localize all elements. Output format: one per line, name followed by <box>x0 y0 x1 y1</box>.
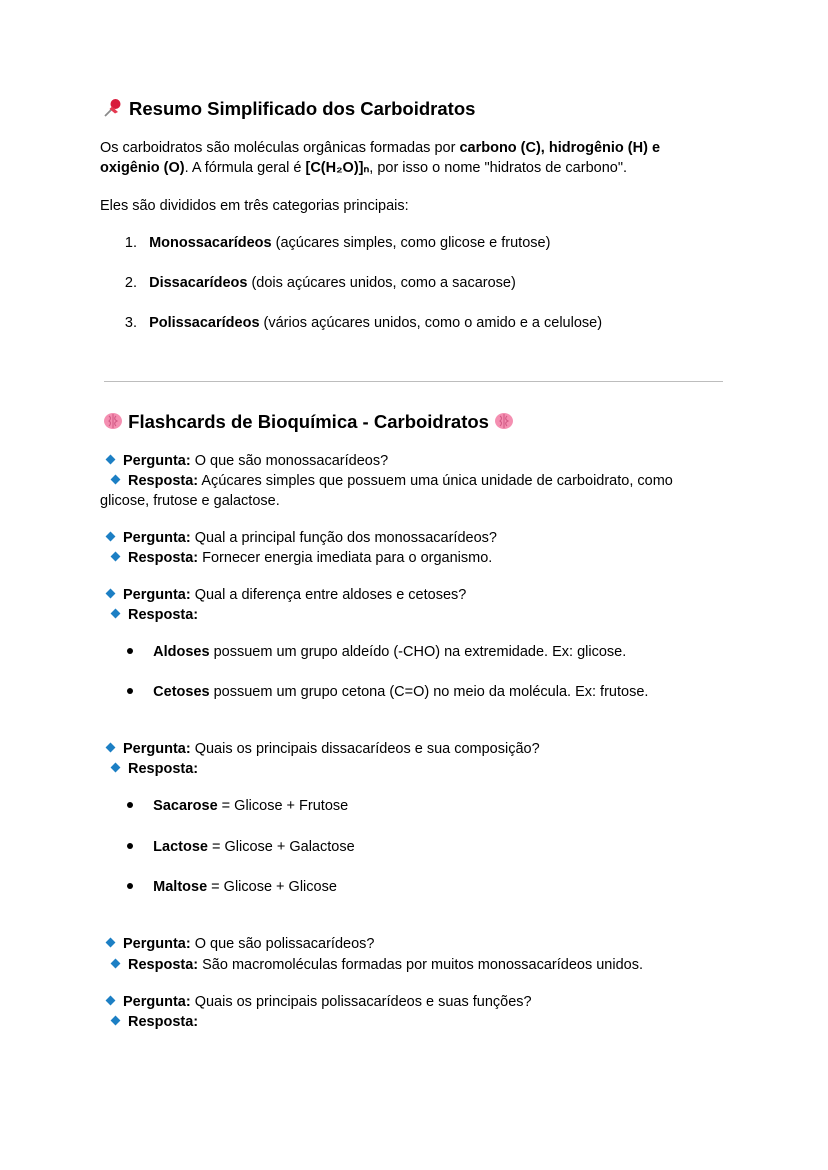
flashcards-title: Flashcards de Bioquímica - Carboidratos <box>128 411 489 432</box>
blue-diamond-icon <box>111 959 121 969</box>
category-item: 1. Monossacarídeos (açúcares simples, como glicose e frutose) <box>124 235 551 251</box>
blue-diamond-icon <box>106 743 116 753</box>
blue-diamond-icon <box>106 996 116 1006</box>
bullet-dot-icon <box>127 688 133 694</box>
category-item: 3. Polissacarídeos (vários açúcares unidos, como o amido e a celulose) <box>124 315 603 331</box>
brain-icon <box>103 411 123 431</box>
answer-bullet-item: Aldoses possuem um grupo aldeído (-CHO) na extremidade. Ex: glicose. <box>127 642 626 662</box>
blue-diamond-icon <box>106 532 116 542</box>
flashcards-heading <box>103 410 514 434</box>
bullet-dot-icon <box>127 843 133 849</box>
flashcard-answer: Resposta: Açúcares simples que possuem uma única unidade de carboidrato, como <box>112 471 673 491</box>
flashcard-answer-cont: glicose, frutose e galactose. <box>100 493 280 509</box>
general-formula: [C(H₂O)]ₙ <box>305 160 370 176</box>
blue-diamond-icon <box>111 763 121 773</box>
blue-diamond-icon <box>111 552 121 562</box>
flashcard-answer: Resposta: <box>112 759 198 779</box>
blue-diamond-icon <box>111 475 121 485</box>
categories-intro: Eles são divididos em três categorias principais: <box>100 198 409 214</box>
answer-bullet-item: Sacarose = Glicose + Frutose <box>127 796 348 816</box>
flashcard-question: Pergunta: O que são polissacarídeos? <box>107 934 374 954</box>
horizontal-divider <box>104 381 723 382</box>
answer-bullet-item: Cetoses possuem um grupo cetona (C=O) no meio da molécula. Ex: frutose. <box>127 682 648 702</box>
flashcard-question: Pergunta: Qual a principal função dos monossacarídeos? <box>107 528 497 548</box>
pushpin-icon <box>103 98 123 118</box>
bullet-dot-icon <box>127 883 133 889</box>
blue-diamond-icon <box>106 455 116 465</box>
bullet-dot-icon <box>127 802 133 808</box>
category-item: 2. Dissacarídeos (dois açúcares unidos, como a sacarose) <box>124 275 516 291</box>
flashcard-answer: Resposta: <box>112 1012 198 1032</box>
blue-diamond-icon <box>106 589 116 599</box>
flashcard-question: Pergunta: Quais os principais dissacarídeos e sua composição? <box>107 739 540 759</box>
blue-diamond-icon <box>111 1016 121 1026</box>
flashcard-question: Pergunta: O que são monossacarídeos? <box>107 451 388 471</box>
blue-diamond-icon <box>106 938 116 948</box>
bullet-dot-icon <box>127 648 133 654</box>
flashcard-answer: Resposta: São macromoléculas formadas por muitos monossacarídeos unidos. <box>112 955 643 975</box>
flashcard-answer: Resposta: <box>112 605 198 625</box>
flashcard-answer: Resposta: Fornecer energia imediata para o organismo. <box>112 548 492 568</box>
intro-line-2: oxigênio (O). A fórmula geral é [C(H₂O)]ₙ, por isso o nome "hidratos de carbono". <box>100 160 628 176</box>
brain-icon <box>494 411 514 431</box>
flashcard-question: Pergunta: Quais os principais polissacarídeos e suas funções? <box>107 992 532 1012</box>
blue-diamond-icon <box>111 609 121 619</box>
flashcard-question: Pergunta: Qual a diferença entre aldoses e cetoses? <box>107 585 466 605</box>
summary-heading <box>103 97 475 121</box>
summary-title: Resumo Simplificado dos Carboidratos <box>129 98 476 119</box>
answer-bullet-item: Lactose = Glicose + Galactose <box>127 837 355 857</box>
intro-line-1: Os carboidratos são moléculas orgânicas formadas por carbono (C), hidrogênio (H) e <box>100 140 661 156</box>
answer-bullet-item: Maltose = Glicose + Glicose <box>127 877 337 897</box>
